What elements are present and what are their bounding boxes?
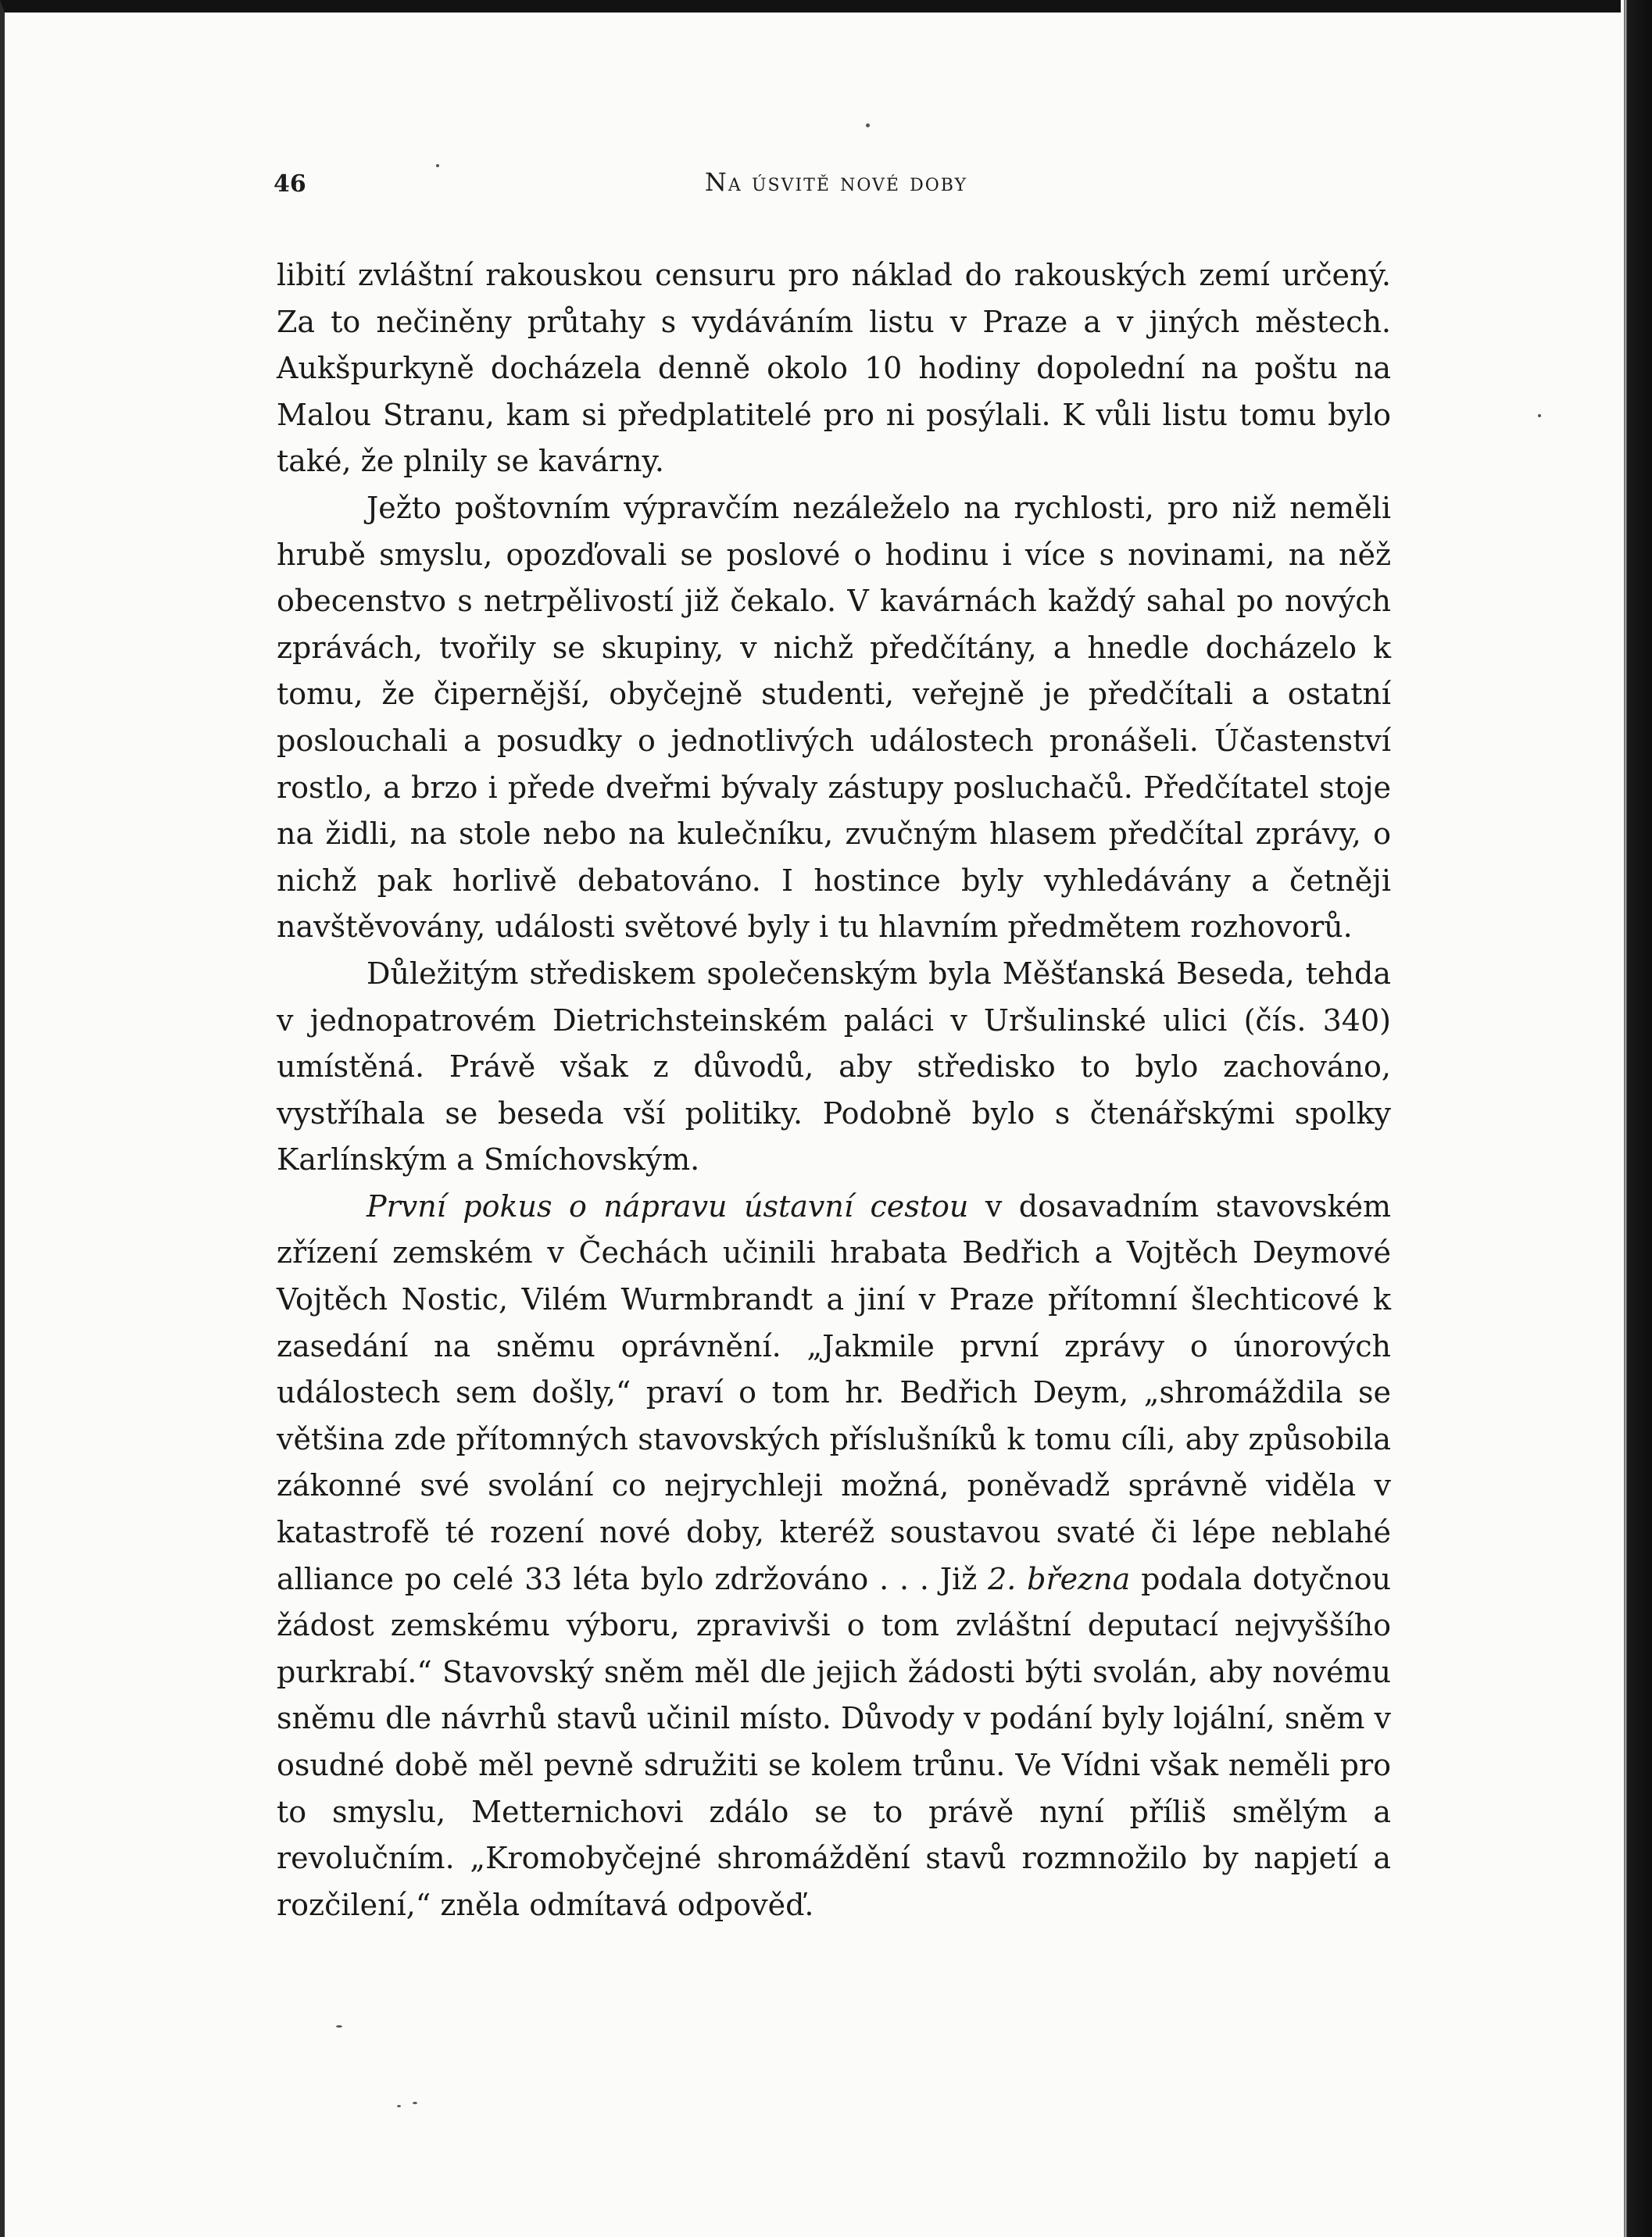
paragraph: Ježto poštovním výpravčím nezáleželo na rychlosti, pro niž neměli hrubě smyslu, opozďovali se poslové o hodinu i více s novinami, na něž obecenstvo s netrpělivostí již čekalo. V kavárnách každý sahal po nových zprávách, tvořily se skupiny, v nichž předčítány, a hnedle docházelo k tomu, že čipernější, obyčejně studenti, veřejně je předčítali a ostatní poslouchali a posudky o jednotlivých událostech pronášeli. Účastenství rostlo, a brzo i přede dveřmi bývaly zástupy posluchačů. Předčítatel stoje na židli, na stole nebo na kulečníku, zvučným hlasem předčítal zprávy, o nichž pak horlivě debatováno. I hostince byly vyhledávány a četněji navštěvovány, události světové byly i tu hlavním předmětem rozhovorů. [277, 490, 1391, 945]
scan-speck [397, 2105, 401, 2107]
scan-speck [336, 2025, 342, 2028]
running-title: Na úsvitě nové doby [704, 167, 968, 197]
scan-speck [866, 123, 870, 127]
paragraph-text: podala dotyčnou žádost zemskému výboru, zpravivši o tom zvláštní deputací nejvyššího purkrabí.“ Stavovský sněm měl dle jejich žádosti býti svolán, aby novému sněmu dle návrhů stavů učinil místo. Důvody v podání byly lojální, sněm v osudné době měl pevně sdružiti se kolem trůnu. Ve Vídni však neměli pro to smyslu, Metternichovi zdálo se to právě nyní příliš smělým a revolučním. „Kromobyčejné shromáždění stavů rozmnožilo by napjetí a rozčilení,“ zněla odmítavá odpověď. [277, 1561, 1391, 1922]
page-number: 46 [274, 170, 306, 198]
scan-speck [413, 2102, 417, 2104]
paragraph: libití zvláštní rakouskou censuru pro náklad do rakouských zemí určený. Za to nečiněny průtahy s vydáváním listu v Praze a v jiných městech. Aukšpurkyně docházela denně okolo 10 hodiny dopolední na poštu na Malou Stranu, kam si předplatitelé pro ni posýlali. K vůli listu tomu bylo také, že plnily se kavárny. [277, 258, 1391, 479]
scan-speck [1538, 414, 1541, 417]
scan-speck [436, 164, 439, 167]
paragraph: Důležitým střediskem společenským byla Měšťanská Beseda, tehda v jednopatrovém Dietrichsteinském paláci v Uršulinské ulici (čís. 340) umístěná. Právě však z důvodů, aby středisko to bylo zachováno, vystříhala se beseda vší politiky. Podobně bylo s čtenářskými spolky Karlínským a Smíchovským. [277, 956, 1391, 1177]
body-text [277, 252, 1391, 1928]
italic-lead: První pokus o nápravu ústavní cestou [367, 1188, 969, 1224]
italic-date: 2. března [988, 1561, 1131, 1596]
paragraph [277, 1184, 1391, 1929]
page-edge-line [1624, 0, 1625, 2237]
page-edge-shadow [1621, 0, 1652, 2237]
paragraph-text: v dosavadním stavovském zřízení zemském v Čechách učinili hrabata Bedřich a Vojtěch Deymové Vojtěch Nostic, Vilém Wurmbrandt a jiní v Praze přítomní šlechticové k zasedání na sněmu oprávnění. „Jakmile první zprávy o únorových událostech sem došly,“ praví o tom hr. Bedřich Deym, „shromáždila se většina zde přítomných stavovských příslušníků k tomu cíli, aby způsobila zákonné své svolání co nejrychleji možná, poněvadž správně viděla v katastrofě té rození nové doby, kteréž soustavou svaté či lépe neblahé alliance po celé 33 léta bylo zdržováno . . . Již [277, 1188, 1391, 1596]
